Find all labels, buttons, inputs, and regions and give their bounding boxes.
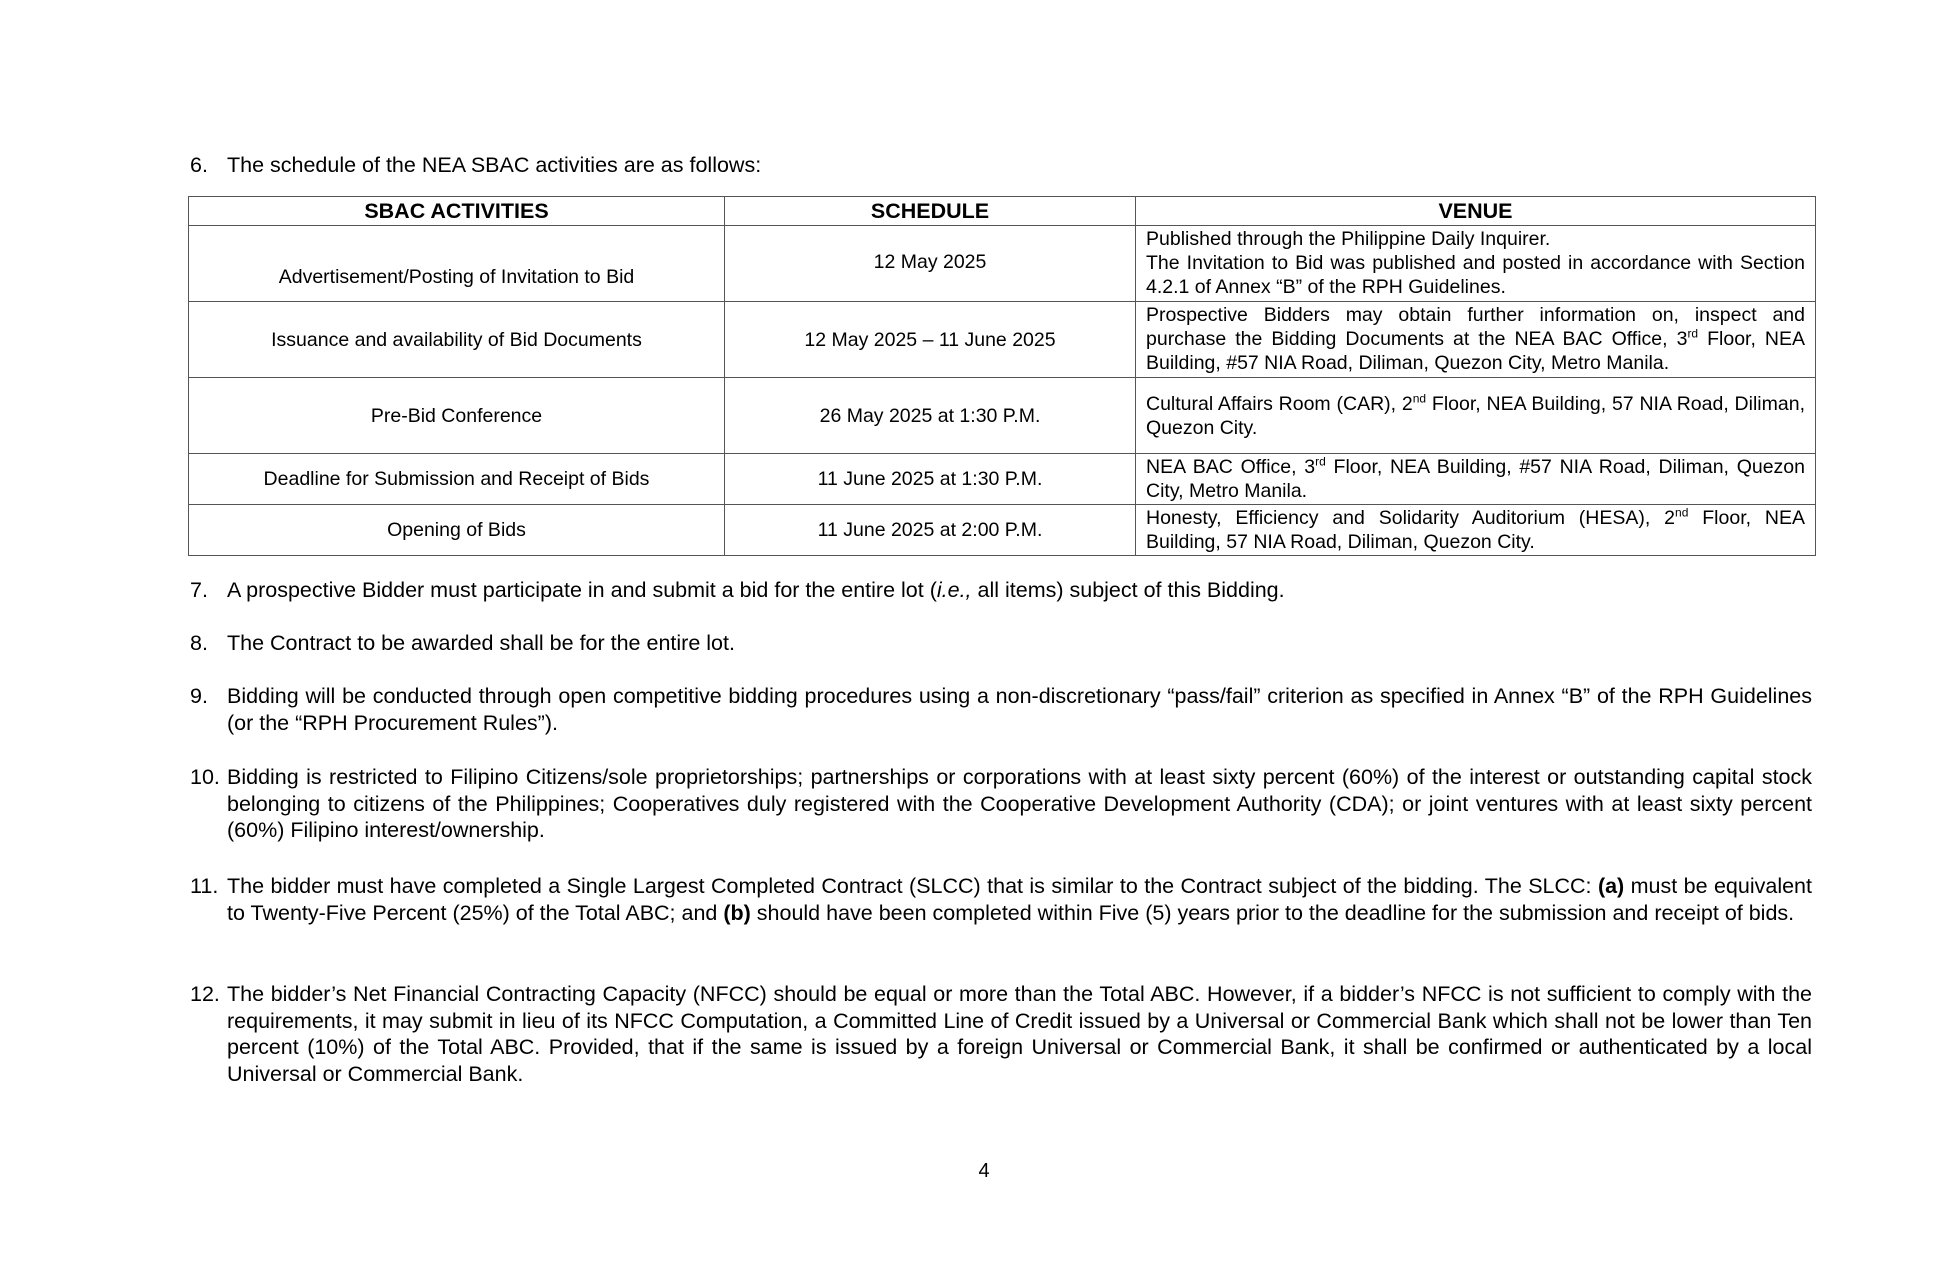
- venue-cell: [1136, 505, 1816, 556]
- schedule-cell: 12 May 2025 – 11 June 2025: [725, 302, 1136, 378]
- venue-text: Prospective Bidders may obtain further information on, inspect and purchase the Bidding Documents at the NEA BAC Office, 3: [1146, 304, 1805, 350]
- venue-text: Floor, NEA Building, #57 NIA Road, Diliman, Quezon City, Metro Manila.: [1146, 328, 1805, 374]
- activity-cell: Deadline for Submission and Receipt of Bids: [189, 454, 725, 505]
- venue-line: The Invitation to Bid was published and posted in accordance with Section 4.2.1 of Annex “B” of the RPH Guidelines.: [1146, 252, 1805, 298]
- paragraph-10: [190, 764, 1812, 844]
- text-span: A prospective Bidder must participate in and submit a bid for the entire lot (: [227, 578, 937, 602]
- paragraph-8: [190, 630, 1812, 657]
- venue-cell: [1136, 226, 1816, 302]
- bold-text: (b): [723, 900, 751, 925]
- paragraph-text: [227, 577, 1812, 604]
- schedule-table: [188, 196, 1816, 556]
- text-span: must be equivalent to Twenty-Five Percent (25%) of the Total ABC; and: [227, 874, 1812, 925]
- paragraph-text: Bidding is restricted to Filipino Citizens/sole proprietorships; partnerships or corporations with at least sixty percent (60%) of the interest or outstanding capital stock belonging to citizens of the Philippines; Cooperatives duly registered with the Cooperative Development Authority (CDA); or joint ventures with at least sixty percent (60%) Filipino interest/ownership.: [227, 765, 1812, 842]
- table-row: [189, 226, 1816, 302]
- paragraph-7: [190, 577, 1812, 604]
- table-row: [189, 505, 1816, 556]
- venue-cell: [1136, 454, 1816, 505]
- page-number: 4: [978, 1160, 990, 1182]
- paragraph-text: [227, 873, 1812, 926]
- item-number: 11.: [190, 874, 219, 898]
- table-row: [189, 454, 1816, 505]
- text-span: all items) subject of this Bidding.: [971, 578, 1285, 602]
- venue-line: Published through the Philippine Daily Inquirer.: [1146, 228, 1551, 250]
- header-venue: VENUE: [1136, 197, 1816, 226]
- ordinal-superscript: rd: [1687, 326, 1699, 341]
- venue-text: Floor, NEA Building, 57 NIA Road, Diliman, Quezon City.: [1146, 507, 1805, 553]
- ordinal-superscript: nd: [1675, 505, 1689, 520]
- item-number: 8.: [190, 631, 208, 655]
- schedule-cell: 11 June 2025 at 2:00 P.M.: [725, 505, 1136, 556]
- activity-cell: Opening of Bids: [189, 505, 725, 556]
- table-header-row: [189, 197, 1816, 226]
- venue-text: Cultural Affairs Room (CAR), 2: [1146, 392, 1413, 415]
- paragraph-11: [190, 873, 1812, 926]
- ordinal-superscript: nd: [1412, 391, 1427, 405]
- text-span: The bidder must have completed a Single Largest Completed Contract (SLCC) that is similar to the Contract subject of the bidding. The SLCC:: [227, 874, 1598, 898]
- paragraph-text: The Contract to be awarded shall be for the entire lot.: [227, 631, 735, 655]
- item-number: 6.: [190, 153, 208, 177]
- table-row: [189, 302, 1816, 378]
- paragraph-text: The bidder’s Net Financial Contracting Capacity (NFCC) should be equal or more than the Total ABC. However, if a bidder’s NFCC is not sufficient to comply with the requirements, it may submit in lieu of its NFCC Computation, a Committed Line of Credit issued by a Universal or Commercial Bank which shall not be lower than Ten percent (10%) of the Total ABC. Provided, that if the same is issued by a foreign Universal or Commercial Bank, it shall be confirmed or authenticated by a local Universal or Commercial Bank.: [227, 982, 1812, 1086]
- paragraph-text: The schedule of the NEA SBAC activities are as follows:: [227, 153, 762, 177]
- paragraph-text: Bidding will be conducted through open competitive bidding procedures using a non-discretionary “pass/fail” criterion as specified in Annex “B” of the RPH Guidelines (or the “RPH Procurement Rules”).: [227, 684, 1812, 735]
- paragraph-6: [190, 152, 1812, 179]
- item-number: 9.: [190, 684, 208, 708]
- venue-cell: [1136, 378, 1816, 454]
- venue-text: Floor, NEA Building, #57 NIA Road, Diliman, Quezon City, Metro Manila.: [1146, 456, 1805, 502]
- paragraph-9: [190, 683, 1812, 736]
- venue-cell: [1136, 302, 1816, 378]
- table-row: [189, 378, 1816, 454]
- item-number: 7.: [190, 578, 208, 602]
- italic-text: i.e.,: [936, 578, 972, 602]
- activity-cell: Advertisement/Posting of Invitation to Bid: [189, 226, 725, 302]
- venue-text: Honesty, Efficiency and Solidarity Auditorium (HESA), 2: [1146, 507, 1676, 529]
- header-schedule: SCHEDULE: [725, 197, 1136, 226]
- venue-text: NEA BAC Office, 3: [1146, 456, 1316, 478]
- bold-text: (a): [1597, 874, 1625, 898]
- text-span: should have been completed within Five (5) years prior to the deadline for the submission and receipt of bids.: [750, 900, 1795, 925]
- ordinal-superscript: rd: [1315, 454, 1326, 469]
- header-activities: SBAC ACTIVITIES: [189, 197, 725, 226]
- schedule-cell: 11 June 2025 at 1:30 P.M.: [725, 454, 1136, 505]
- activity-cell: Pre-Bid Conference: [189, 378, 725, 454]
- item-number: 10.: [190, 765, 220, 789]
- paragraph-12: [190, 981, 1812, 1087]
- item-number: 12.: [190, 982, 220, 1006]
- schedule-cell: 12 May 2025: [725, 226, 1136, 302]
- venue-text: Floor, NEA Building, 57 NIA Road, Diliman, Quezon City.: [1146, 392, 1805, 439]
- schedule-cell: 26 May 2025 at 1:30 P.M.: [725, 378, 1136, 454]
- activity-cell: Issuance and availability of Bid Documents: [189, 302, 725, 378]
